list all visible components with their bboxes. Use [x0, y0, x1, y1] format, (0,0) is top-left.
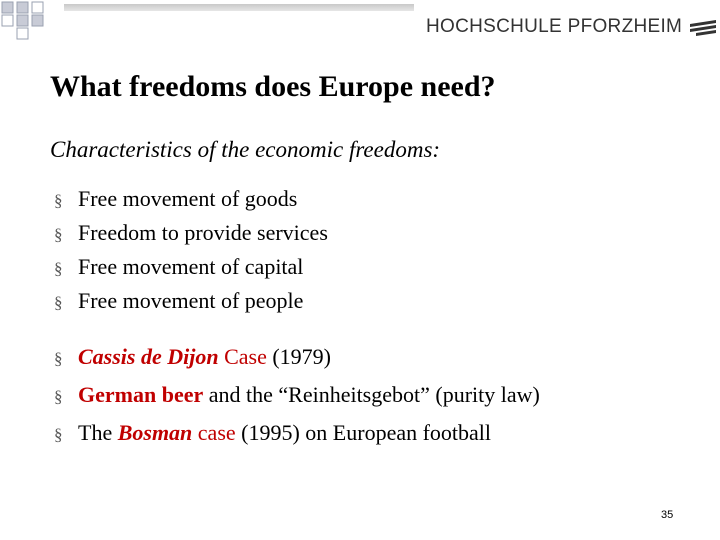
- case-prefix: The: [78, 420, 118, 445]
- bullet-icon: §: [54, 225, 63, 244]
- case-text: [78, 344, 331, 370]
- bullet-icon: §: [54, 191, 63, 210]
- list-item: [54, 344, 540, 382]
- logo-text: HOCHSCHULE PFORZHEIM: [426, 16, 683, 37]
- case-label: case: [192, 420, 236, 445]
- page-number: 35: [661, 509, 674, 521]
- case-text: [78, 382, 540, 408]
- case-detail: (1995) on European football: [235, 420, 492, 445]
- case-detail: (1979): [266, 344, 332, 369]
- corner-squares-decoration: [0, 0, 70, 40]
- list-item: [54, 382, 540, 420]
- cases-list: [54, 344, 540, 458]
- bullet-icon: §: [54, 259, 63, 278]
- list-item: [54, 220, 328, 254]
- case-label: Case: [218, 344, 267, 369]
- university-logo: [426, 16, 718, 38]
- freedoms-list: [54, 186, 328, 322]
- freedom-text: Free movement of capital: [78, 254, 304, 279]
- logo-wave-icon: [688, 18, 718, 36]
- bullet-icon: §: [54, 349, 63, 368]
- case-text: [78, 420, 491, 446]
- list-item: [54, 254, 328, 288]
- freedom-text: Freedom to provide services: [78, 220, 328, 245]
- bullet-icon: §: [54, 293, 63, 312]
- bullet-icon: §: [54, 425, 63, 444]
- case-detail: and the “Reinheitsgebot” (purity law): [203, 382, 540, 407]
- freedom-text: Free movement of people: [78, 288, 304, 313]
- list-item: [54, 288, 328, 322]
- list-item: [54, 186, 328, 220]
- freedom-text: Free movement of goods: [78, 186, 298, 211]
- case-emphasis: Bosman: [117, 420, 193, 445]
- bullet-icon: §: [54, 387, 63, 406]
- slide-title: What freedoms does Europe need?: [50, 70, 496, 103]
- slide-subtitle: Characteristics of the economic freedoms:: [50, 137, 441, 162]
- header-rule: [64, 4, 414, 11]
- case-emphasis: German beer: [78, 382, 204, 407]
- list-item: [54, 420, 540, 458]
- case-emphasis: Cassis de Dijon: [78, 344, 219, 369]
